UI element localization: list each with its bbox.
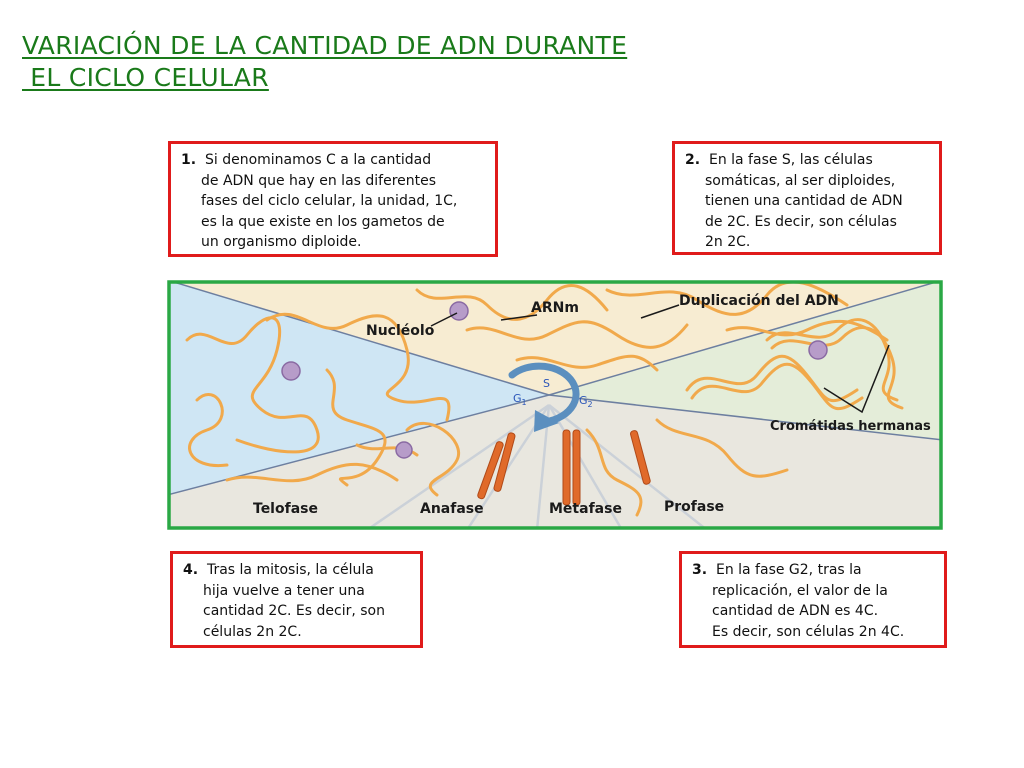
- page-title: [22, 30, 627, 94]
- label-duplicacion-adn: Duplicación del ADN: [679, 293, 839, 309]
- label-phase-g2: $G_2$: [579, 394, 593, 409]
- note-line: células 2n 2C.: [203, 623, 302, 640]
- note-number: 1.: [181, 152, 197, 168]
- note-line: cantidad de ADN es 4C.: [712, 603, 879, 619]
- note-line: Si denominamos C a la cantidad: [204, 152, 432, 168]
- note-number: 2.: [685, 152, 701, 168]
- note-line: En la fase S, las células: [708, 152, 873, 168]
- nucleolus-g2-icon: [809, 341, 827, 359]
- note-line: de 2C. Es decir, son células: [705, 213, 897, 230]
- note-3-fase-g2: [679, 551, 947, 648]
- note-line: cantidad 2C. Es decir, son: [203, 603, 385, 619]
- label-phase-g1: $G_1$: [513, 392, 527, 407]
- note-line: 2n 2C.: [705, 234, 751, 250]
- note-line: es la que existe en los gametos de: [201, 213, 445, 230]
- note-number: 3.: [692, 562, 708, 578]
- nucleolus-telofase-icon: [396, 442, 412, 458]
- label-anafase: Anafase: [420, 501, 484, 517]
- label-metafase: Metafase: [549, 501, 622, 517]
- note-number: 4.: [183, 562, 199, 578]
- note-line: tienen una cantidad de ADN: [705, 193, 903, 209]
- note-line: de ADN que hay en las diferentes: [201, 172, 437, 189]
- title-line-2: EL CICLO CELULAR: [22, 63, 269, 92]
- label-cromatidas-hermanas: Cromátidas hermanas: [770, 419, 931, 434]
- cell-cycle-diagram: [167, 280, 943, 530]
- note-line: Tras la mitosis, la célula: [206, 562, 374, 578]
- note-line: un organismo diploide.: [201, 234, 362, 250]
- nucleolus-g1-icon: [282, 362, 300, 380]
- note-line: hija vuelve a tener una: [203, 582, 365, 599]
- note-line: Es decir, son células 2n 4C.: [712, 623, 905, 640]
- label-arnm: ARNm: [531, 300, 579, 316]
- title-line-1: VARIACIÓN DE LA CANTIDAD DE ADN DURANTE: [22, 31, 628, 60]
- note-line: fases del ciclo celular, la unidad, 1C,: [201, 193, 458, 209]
- label-profase: Profase: [664, 499, 725, 515]
- note-1-gametes: [168, 141, 498, 257]
- note-line: replicación, el valor de la: [712, 582, 888, 599]
- note-4-mitosis: [170, 551, 423, 648]
- note-line: En la fase G2, tras la: [715, 562, 862, 578]
- nucleolus-s-icon: [450, 302, 468, 320]
- note-line: somáticas, al ser diploides,: [705, 172, 896, 189]
- note-2-fase-s: [672, 141, 942, 255]
- label-phase-s: S: [543, 377, 550, 390]
- label-telofase: Telofase: [253, 501, 318, 517]
- label-nucleolo: Nucléolo: [366, 323, 435, 339]
